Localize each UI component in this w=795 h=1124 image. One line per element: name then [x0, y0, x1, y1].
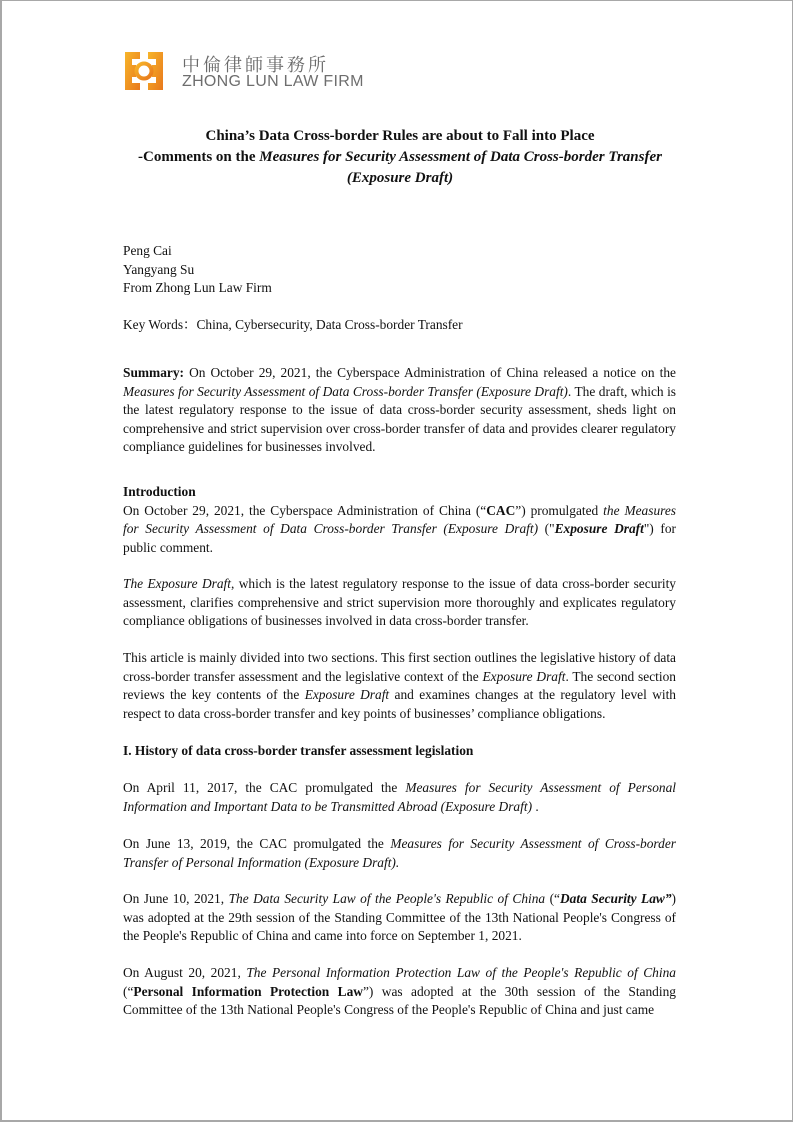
section-heading: I. History of data cross-border transfer assessment legislation [123, 743, 474, 758]
history-text: (“ [545, 891, 560, 906]
summary-paragraph [123, 364, 676, 457]
summary-label: Summary: [123, 365, 184, 380]
title-line-2 [122, 147, 678, 189]
keywords-value: China, Cybersecurity, Data Cross-border Transfer [196, 317, 463, 332]
p3-text: and examines changes at the regulatory level with respect to data cross-border transfer and key points of businesses’ compliance obligations. [123, 687, 676, 721]
history-item [123, 964, 676, 1020]
p2-italic: The Exposure Draft [123, 576, 231, 591]
paragraph-exposure-draft [123, 575, 676, 631]
intro-text: On October 29, 2021, the Cyberspace Administration of China (“ [123, 502, 487, 518]
keywords-line [123, 316, 676, 335]
introduction-section [123, 483, 676, 557]
history-text: On August 20, 2021, [123, 965, 247, 980]
introduction-heading: Introduction [123, 484, 196, 499]
p3-italic: Exposure Draft [482, 668, 566, 684]
history-italic: Measures for Security Assessment of Cross-border Transfer of Personal Information (Exposure Draft). [123, 836, 676, 870]
history-item [123, 890, 676, 946]
intro-bold: CAC [486, 502, 516, 518]
intro-italic: the Measures for Security Assessment of Data Cross-border Transfer (Exposure Draft) [123, 502, 677, 537]
history-text: (“ [123, 983, 134, 999]
history-item [123, 835, 676, 872]
firm-name-english: ZHONG LUN LAW FIRM [182, 73, 364, 90]
history-text: . [532, 798, 539, 814]
intro-text: ") for public comment. [123, 521, 676, 555]
introduction-paragraph [123, 502, 676, 558]
intro-bold-italic: Exposure Draft [554, 521, 644, 537]
title-prefix: -Comments on the [138, 149, 260, 165]
p2-text: , which is the latest regulatory response to the issue of data cross-border security assessment, clarifies comprehensive and strict supervision more thoroughly and explicates regulatory compliance obligations of businesses involved in data cross-border transfer. [123, 576, 676, 629]
history-italic: The Personal Information Protection Law of the People's Republic of China [246, 965, 676, 980]
p3-text: . The second section reviews the key contents of the [123, 668, 676, 703]
intro-text: (" [538, 521, 555, 537]
document-title [122, 126, 678, 189]
history-bold-italic: Data Security Law” [560, 891, 672, 906]
summary-italic: Measures for Security Assessment of Data Cross-border Transfer (Exposure Draft) [123, 383, 568, 399]
keywords-label: Key Words： [123, 317, 197, 332]
p3-italic: Exposure Draft [304, 687, 390, 703]
title-line-1: China’s Data Cross-border Rules are about to Fall into Place [205, 128, 595, 144]
history-text: ) was adopted at the 29th session of the Standing Committee of the 13th National People's Congress of the People's Republic of China and came into force on September 1, 2021. [123, 891, 677, 944]
history-italic: The Data Security Law of the People's Republic of China [228, 891, 546, 906]
author-affiliation: From Zhong Lun Law Firm [123, 280, 272, 296]
history-text: On June 13, 2019, the CAC promulgated the [123, 836, 391, 851]
history-text: On April 11, 2017, the CAC promulgated the [123, 780, 406, 795]
author-name: Peng Cai [123, 243, 172, 258]
author-block [123, 242, 676, 298]
history-text: On June 10, 2021, [123, 891, 229, 906]
history-bold: Personal Information Protection Law [133, 983, 363, 999]
summary-text: On October 29, 2021, the Cyberspace Administration of China released a notice on the [184, 365, 676, 380]
intro-text: ”) promulgated [515, 502, 604, 518]
summary-text: . The draft, which is the latest regulatory response to the issue of data cross-border security assessment, sheds light on comprehensive and strict supervision over cross-border transfer of data and provides clearer regulatory compliance guidelines for businesses involved. [123, 383, 676, 455]
history-italic: Measures for Security Assessment of Personal Information and Important Data to be Transmitted Abroad (Exposure Draft) [123, 780, 676, 814]
p3-text: This article is mainly divided into two sections. This first section outlines the legislative history of data cross-border transfer assessment and the legislative context of the [123, 650, 676, 684]
firm-name-chinese: 中倫律師事務所 [182, 55, 329, 76]
zhong-lun-logo-icon [124, 51, 164, 91]
history-text: ”) was adopted at the 30th session of the Standing Committee of the 13th National People's Congress of the People's Republic of China and just came [123, 983, 676, 1018]
paragraph-article-outline [123, 649, 676, 723]
history-item [123, 779, 676, 816]
author-name: Yangyang Su [123, 261, 195, 277]
firm-logo [124, 51, 384, 93]
title-italic: Measures for Security Assessment of Data Cross-border Transfer (Exposure Draft) [259, 149, 662, 186]
